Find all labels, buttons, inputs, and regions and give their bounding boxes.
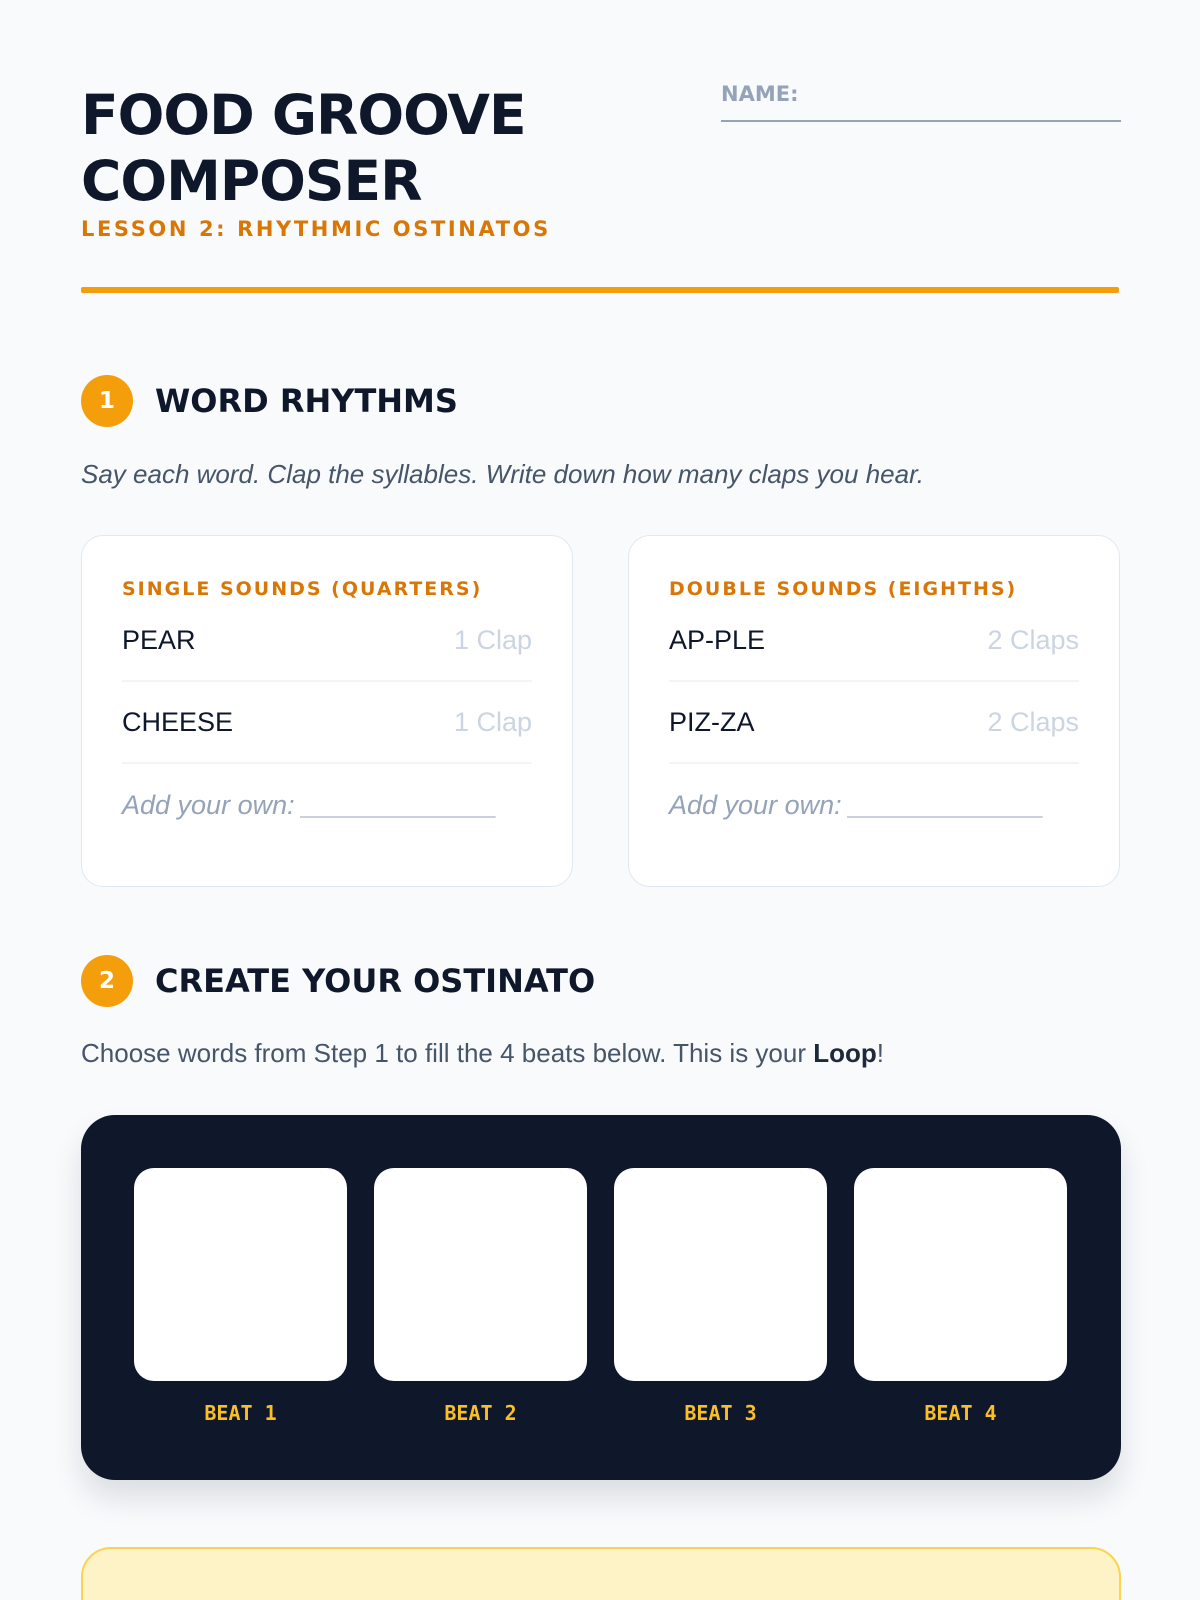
word: PEAR	[122, 624, 196, 655]
name-field[interactable]	[721, 82, 1121, 122]
beat-slot-2	[374, 1168, 587, 1425]
add-your-own-field[interactable]: Add your own: _____________	[122, 790, 498, 820]
name-underline[interactable]	[721, 120, 1121, 122]
single-sounds-card	[81, 535, 573, 887]
instructions-text: Choose words from Step 1 to fill the 4 beats below. This is your	[81, 1038, 814, 1068]
beat-label: BEAT 1	[204, 1401, 277, 1425]
clap-count: 1 Clap	[453, 624, 532, 655]
instructions-end: !	[876, 1038, 884, 1068]
beat-box[interactable]	[374, 1168, 587, 1381]
instructions-emphasis: Loop	[813, 1038, 877, 1068]
title-line-2: COMPOSER	[81, 149, 422, 213]
note-box	[81, 1547, 1121, 1600]
beat-box[interactable]	[854, 1168, 1067, 1381]
word: AP-PLE	[669, 624, 766, 655]
card-heading: SINGLE SOUNDS (QUARTERS)	[122, 578, 483, 600]
clap-count: 2 Claps	[987, 624, 1079, 655]
word-row	[669, 682, 1079, 764]
header-divider	[81, 287, 1119, 293]
add-your-own-field[interactable]: Add your own: _____________	[669, 790, 1045, 820]
beat-box[interactable]	[614, 1168, 827, 1381]
name-label: NAME:	[721, 82, 799, 106]
step-1-title: WORD RHYTHMS	[155, 382, 458, 420]
word: CHEESE	[122, 706, 234, 737]
word-row	[122, 600, 532, 682]
beat-slot-1	[134, 1168, 347, 1425]
word-row	[122, 682, 532, 764]
beat-label: BEAT 4	[924, 1401, 997, 1425]
beat-slot-4	[854, 1168, 1067, 1425]
beat-label: BEAT 3	[684, 1401, 757, 1425]
card-heading: DOUBLE SOUNDS (EIGHTHS)	[669, 578, 1018, 600]
double-sounds-card	[628, 535, 1120, 887]
title-line-1: FOOD GROOVE	[81, 83, 526, 147]
worksheet-header	[81, 0, 1119, 295]
step-2-instructions	[81, 1038, 884, 1069]
step-2-number-badge: 2	[81, 955, 133, 1007]
step-1-instructions: Say each word. Clap the syllables. Write down how many claps you hear.	[81, 459, 924, 489]
word: PIZ-ZA	[669, 706, 755, 737]
ostinato-loop-panel	[81, 1115, 1121, 1480]
lesson-subtitle: LESSON 2: RHYTHMIC OSTINATOS	[81, 217, 551, 241]
step-1-number-badge: 1	[81, 375, 133, 427]
page-title	[81, 82, 526, 214]
beat-box[interactable]	[134, 1168, 347, 1381]
clap-count: 2 Claps	[987, 706, 1079, 737]
beat-slot-3	[614, 1168, 827, 1425]
step-1-heading	[81, 375, 458, 427]
step-2-heading	[81, 955, 595, 1007]
word-row	[669, 600, 1079, 682]
beat-label: BEAT 2	[444, 1401, 517, 1425]
clap-count: 1 Clap	[453, 706, 532, 737]
step-2-title: CREATE YOUR OSTINATO	[155, 962, 596, 1000]
